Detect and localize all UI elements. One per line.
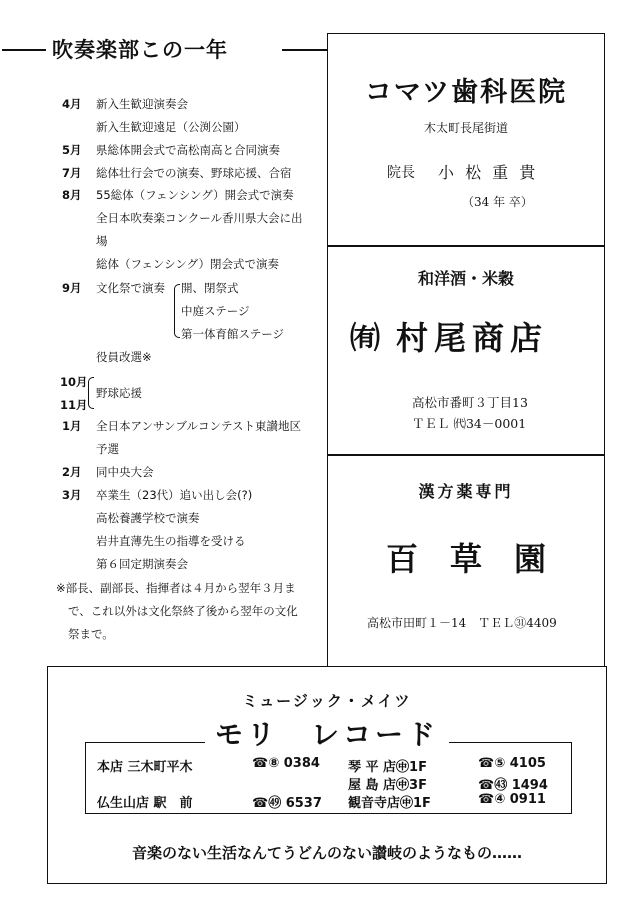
shop-address: 高松市番町３丁目13 bbox=[412, 395, 528, 410]
event-month: 11月 bbox=[60, 398, 88, 412]
event-subitem: 開、閉祭式 bbox=[181, 281, 239, 295]
event-item: 卒業生（23代）追い出し会(?) bbox=[96, 488, 253, 502]
event-item: 全日本吹奏楽コンクール香川県大会に出 bbox=[96, 211, 303, 225]
event-item: 全日本アンサンブルコンテスト東讃地区 bbox=[96, 419, 302, 433]
club-heading-text: 吹奏楽部この一年 bbox=[52, 38, 228, 62]
brace bbox=[88, 377, 94, 409]
event-item: 55総体（フェンシング）開会式で演奏 bbox=[96, 188, 294, 202]
event-item: 役員改選※ bbox=[96, 350, 152, 364]
event-item: 総体（フェンシング）閉会式で演奏 bbox=[96, 257, 279, 271]
event-item: 新入生歓迎遠足（公渕公園） bbox=[96, 120, 246, 134]
ad-divider bbox=[327, 245, 605, 247]
event-item: 第６回定期演奏会 bbox=[96, 557, 188, 571]
event-item: 高松養護学校で演奏 bbox=[96, 511, 200, 525]
shop-type-mark: ㈲ bbox=[350, 321, 380, 356]
event-month: 9月 bbox=[62, 281, 82, 295]
shop-branch: 屋 島 店㊥3F bbox=[348, 778, 427, 793]
event-subitem: 第一体育館ステージ bbox=[181, 327, 285, 341]
shop-tel: ☎⑧ 0384 bbox=[252, 756, 320, 771]
director-name: 小 松 重 貴 bbox=[438, 163, 539, 182]
director-label: 院長 bbox=[387, 165, 415, 181]
shop-tel: ☎⑤ 4105 bbox=[478, 756, 546, 771]
brace bbox=[174, 284, 180, 338]
shop-slogan: 音楽のない生活なんてうどんのない讃岐のようなもの…… bbox=[131, 844, 522, 862]
shop-tagline: ミュージック・メイツ bbox=[242, 692, 412, 710]
shop-branch: 琴 平 店㊥1F bbox=[348, 760, 427, 775]
event-item: 新入生歓迎演奏会 bbox=[96, 97, 188, 111]
event-item: 文化祭で演奏 bbox=[96, 281, 165, 295]
shop-branch: 仏生山店 駅 前 bbox=[97, 796, 193, 811]
shop-tel: ☎④ 0911 bbox=[478, 792, 546, 807]
shop-tel: ＴＥＬ ㈹34－0001 bbox=[412, 416, 527, 431]
shop-tel: ☎㊸ 1494 bbox=[478, 778, 548, 793]
event-month: 5月 bbox=[62, 143, 82, 157]
event-month: 1月 bbox=[62, 419, 82, 433]
shop-branch: 本店 三木町平木 bbox=[97, 760, 193, 775]
shop-name: 村尾商店 bbox=[396, 319, 549, 357]
event-month: 10月 bbox=[60, 375, 88, 389]
shop-name: 百 草 園 bbox=[385, 540, 546, 578]
shop-tagline: 和洋酒・米穀 bbox=[417, 269, 514, 288]
event-item: 場 bbox=[96, 234, 108, 248]
event-month: 4月 bbox=[62, 97, 82, 111]
event-month: 3月 bbox=[62, 488, 82, 502]
note-line: で、これ以外は文化祭終了後から翌年の文化 bbox=[68, 604, 298, 618]
event-item: 県総体開会式で高松南高と合同演奏 bbox=[96, 143, 280, 157]
clinic-name: コマツ歯科医院 bbox=[364, 77, 568, 108]
shop-address-tel: 高松市田町１－14 ＴＥＬ㉛4409 bbox=[367, 616, 557, 630]
event-item: 予選 bbox=[96, 442, 119, 456]
event-item: 野球応援 bbox=[96, 386, 142, 400]
event-subitem: 中庭ステージ bbox=[181, 304, 250, 318]
event-item: 総体壮行会での演奏、野球応援、合宿 bbox=[96, 166, 292, 180]
heading-rule-right bbox=[282, 49, 328, 51]
event-month: 7月 bbox=[62, 166, 82, 180]
note-line: 祭まで。 bbox=[68, 627, 114, 641]
heading-rule-left bbox=[2, 49, 46, 51]
shop-tagline: 漢方薬専門 bbox=[418, 482, 514, 501]
shop-tel: ☎㊾ 6537 bbox=[252, 796, 322, 811]
event-item: 同中央大会 bbox=[96, 465, 154, 479]
shop-branch: 観音寺店㊥1F bbox=[348, 796, 431, 811]
event-month: 2月 bbox=[62, 465, 82, 479]
note-line: ※部長、副部長、指揮者は４月から翌年３月ま bbox=[56, 581, 296, 595]
ad-divider bbox=[327, 454, 605, 456]
event-item: 岩井直薄先生の指導を受ける bbox=[96, 534, 246, 548]
club-heading bbox=[0, 34, 330, 64]
event-month: 8月 bbox=[62, 188, 82, 202]
clinic-address: 木太町長尾街道 bbox=[423, 121, 508, 135]
director-note: （34 年 卒） bbox=[462, 195, 533, 209]
shop-name-text: モリ レコード bbox=[205, 718, 449, 751]
